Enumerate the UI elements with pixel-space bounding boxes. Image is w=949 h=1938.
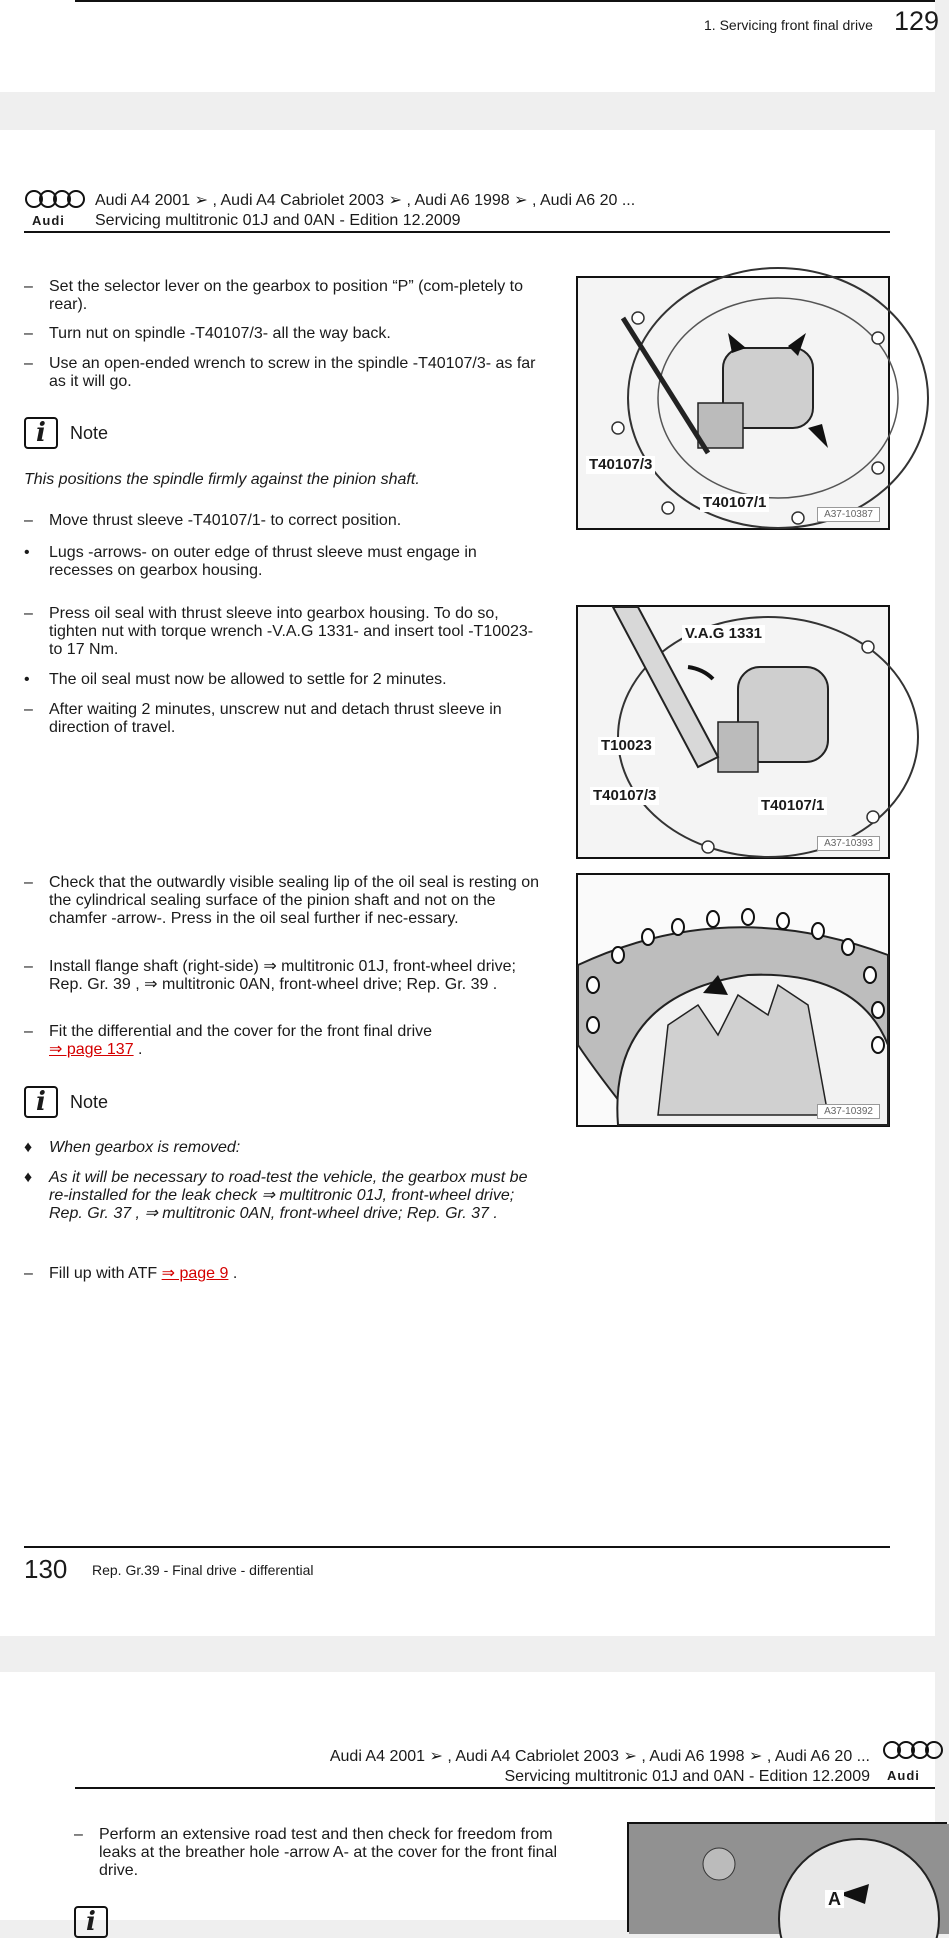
figure-label: T40107/1 [758, 797, 827, 815]
list-item: – Use an open-ended wrench to screw in the spindle -T40107/3- as far as it will go. [24, 355, 536, 390]
figure-spindle-installation [576, 276, 890, 530]
list-item: – Turn nut on spindle -T40107/3- all the way back. [24, 325, 391, 342]
audi-wordmark: Audi [32, 213, 65, 228]
audi-logo [882, 1740, 944, 1765]
list-item: ♦ As it will be necessary to road-test the vehicle, the gearbox must be re-installed for the leak check ⇒ multitronic 01J, front-wheel drive; Rep. Gr. 37 , ⇒ multitronic 0AN, front-wheel drive; Rep. Gr. 37 . [24, 1169, 528, 1222]
list-item: – Fit the differential and the cover for the front final drive ⇒ page 137 . [24, 1023, 433, 1058]
info-icon: i [74, 1906, 108, 1938]
oil-seal-illustration [578, 875, 888, 1125]
list-item: – After waiting 2 minutes, unscrew nut and detach thrust sleeve in direction of travel. [24, 701, 502, 736]
list-item: – Move thrust sleeve -T40107/1- to correct position. [24, 512, 402, 529]
list-item: – Check that the outwardly visible sealing lip of the oil seal is resting on the cylindrical sealing surface of the pinion shaft and not on the chamfer -arrow-. Press in the oil seal further if nec-essary. [24, 874, 540, 927]
figure-label: T40107/1 [700, 494, 769, 512]
figure-label: T10023 [598, 737, 655, 755]
figure-code: A37-10387 [817, 507, 880, 522]
figure-oil-seal-check [576, 873, 890, 1127]
header-rule [24, 231, 890, 233]
audi-wordmark: Audi [887, 1768, 920, 1783]
figure-label: T40107/3 [590, 787, 659, 805]
audi-rings-icon [24, 189, 86, 209]
list-item: • The oil seal must now be allowed to settle for 2 minutes. [24, 671, 447, 688]
figure-breather-hole [627, 1822, 947, 1932]
next-header-models: Audi A4 2001 ➢ , Audi A4 Cabriolet 2003 ➢ , Audi A6 1998 ➢ , Audi A6 20 ... [329, 1748, 870, 1765]
top-rule [75, 0, 935, 2]
list-item: – Perform an extensive road test and then check for freedom from leaks at the breather hole -arrow A- at the cover for the front final drive. [74, 1826, 558, 1879]
footer-page-number: 130 [24, 1554, 68, 1584]
cover-illustration [629, 1824, 949, 1934]
footer-rule [24, 1546, 890, 1548]
note-header [74, 1906, 108, 1938]
figure-label: T40107/3 [586, 456, 655, 474]
figure-label: V.A.G 1331 [682, 625, 765, 643]
audi-rings-icon [882, 1740, 944, 1760]
list-item: – Press oil seal with thrust sleeve into gearbox housing. To do so, tighten nut with torque wrench -V.A.G 1331- and insert tool -T10023- to 17 Nm. [24, 605, 534, 658]
next-page [0, 1672, 935, 1937]
list-item: • Lugs -arrows- on outer edge of thrust sleeve must engage in recesses on gearbox housing. [24, 544, 477, 579]
info-icon: i [24, 1086, 58, 1118]
figure-code: A37-10393 [817, 836, 880, 851]
info-icon: i [24, 417, 58, 449]
next-header-edition: Servicing multitronic 01J and 0AN - Edition 12.2009 [504, 1768, 870, 1785]
running-header-title: 1. Servicing front final drive [704, 17, 873, 33]
torque-wrench-illustration [578, 607, 888, 857]
note-header: i Note [24, 1086, 108, 1118]
header-models: Audi A4 2001 ➢ , Audi A4 Cabriolet 2003 ➢ , Audi A6 1998 ➢ , Audi A6 20 ... [95, 192, 636, 209]
page-number: 129 [894, 6, 940, 36]
previous-page [0, 0, 940, 92]
note-text: This positions the spindle firmly against the pinion shaft. [24, 471, 420, 488]
header-rule [75, 1787, 935, 1789]
gearbox-illustration [578, 278, 888, 528]
page-9-link[interactable]: ⇒ page 9 [161, 1265, 229, 1282]
note-header: i Note [24, 417, 108, 449]
list-item: – Install flange shaft (right-side) ⇒ multitronic 01J, front-wheel drive; Rep. Gr. 39 , ⇒ multitronic 0AN, front-wheel drive; Rep. Gr. 39 . [24, 958, 516, 993]
list-item: – Fill up with ATF ⇒ page 9 . [24, 1265, 238, 1282]
list-item: ♦ When gearbox is removed: [24, 1139, 241, 1156]
figure-code: A37-10392 [817, 1104, 880, 1119]
footer-title: Rep. Gr.39 - Final drive - differential [92, 1562, 314, 1578]
figure-torque-wrench [576, 605, 890, 859]
page-137-link[interactable]: ⇒ page 137 [49, 1041, 134, 1058]
header-edition: Servicing multitronic 01J and 0AN - Edition 12.2009 [95, 212, 461, 229]
audi-logo [24, 189, 86, 214]
document-page [0, 130, 935, 1636]
figure-label: A [825, 1890, 844, 1908]
list-item: – Set the selector lever on the gearbox to position “P” (com-pletely to rear). [24, 278, 524, 313]
